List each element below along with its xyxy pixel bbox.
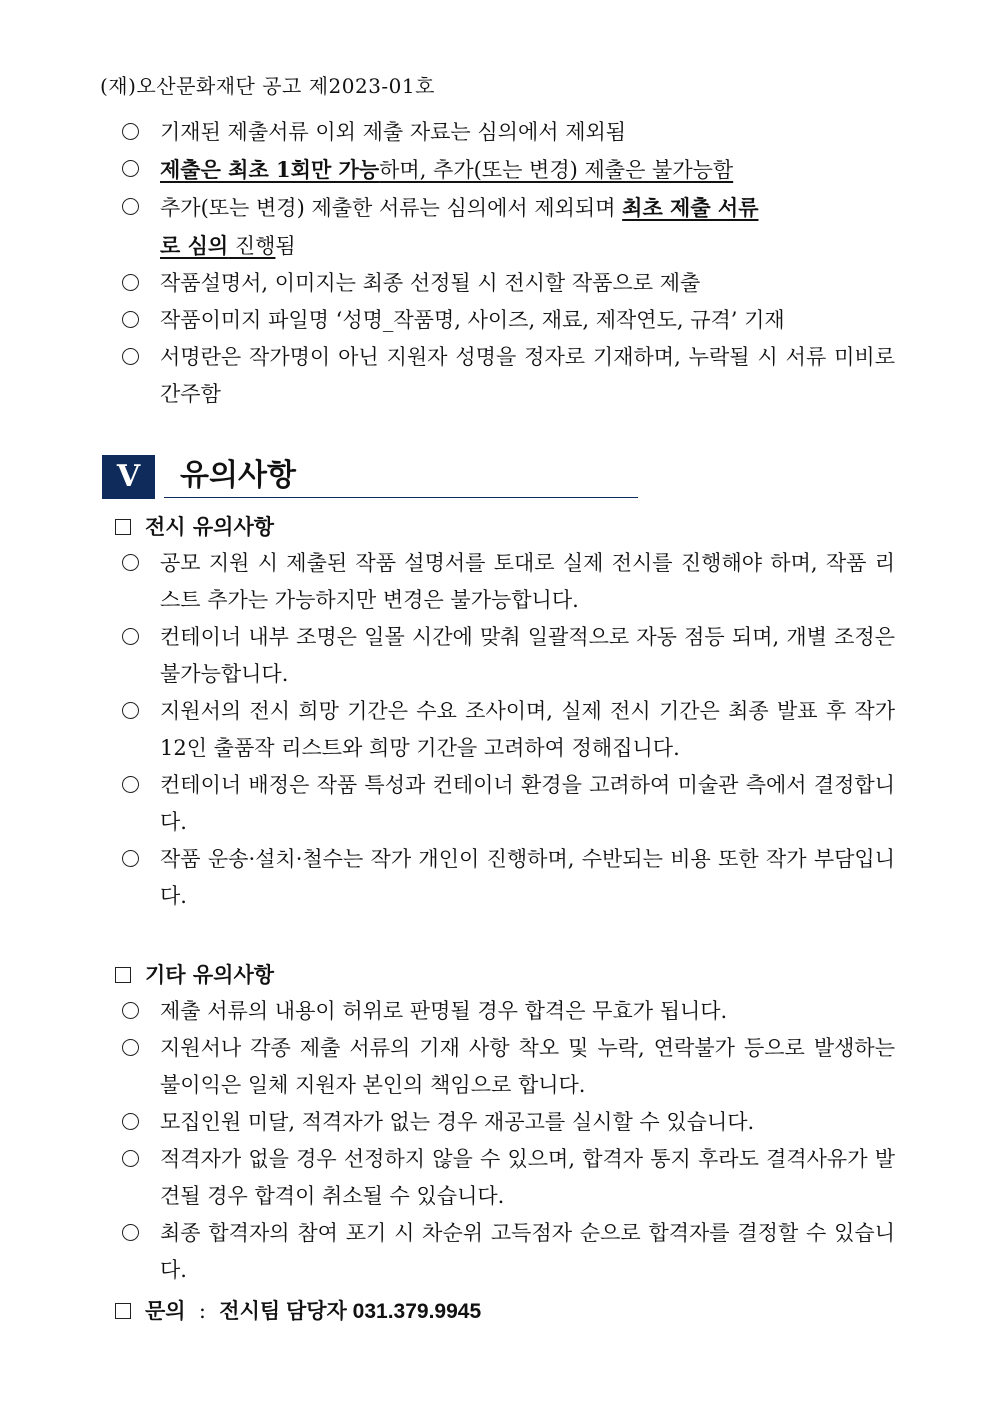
list-item: [120, 302, 895, 339]
other-notes-heading: [115, 960, 274, 990]
item-text-emphasis: 최초 제출 서류: [622, 195, 759, 220]
circle-bullet-icon: [122, 1113, 139, 1130]
heading-label: 전시 유의사항: [145, 514, 275, 539]
item-text: 컨테이너 배정은 작품 특성과 컨테이너 환경을 고려하여 미술관 측에서 결정합니다.: [160, 773, 895, 834]
list-item: [120, 1030, 895, 1104]
circle-bullet-icon: [122, 198, 139, 215]
exhibition-notes-list: [120, 545, 895, 915]
list-item: [120, 619, 895, 693]
contact-label: 문의: [145, 1298, 186, 1323]
list-item: [120, 151, 895, 189]
list-item: [120, 993, 895, 1030]
notice-number: (재)오산문화재단 공고 제2023-01호: [100, 74, 435, 98]
list-item: [120, 767, 895, 841]
item-text: 지원서나 각종 제출 서류의 기재 사항 착오 및 누락, 연락불가 등으로 발생하는 불이익은 일체 지원자 본인의 책임으로 합니다.: [160, 1036, 895, 1097]
circle-bullet-icon: [122, 554, 139, 571]
item-text: 작품설명서, 이미지는 최종 선정될 시 전시할 작품으로 제출: [160, 271, 701, 295]
list-item: [120, 339, 895, 413]
item-text: 기재된 제출서류 이외 제출 자료는 심의에서 제외됨: [160, 120, 627, 144]
list-item: [120, 545, 895, 619]
item-text: 모집인원 미달, 적격자가 없는 경우 재공고를 실시할 수 있습니다.: [160, 1110, 755, 1134]
square-bullet-icon: [115, 1303, 131, 1319]
item-text: 작품 운송·설치·철수는 작가 개인이 진행하며, 수반되는 비용 또한 작가 부담입니다.: [160, 847, 895, 908]
list-item: [120, 1104, 895, 1141]
list-item: [120, 693, 895, 767]
item-text: 작품이미지 파일명 ‘성명_작품명, 사이즈, 재료, 제작연도, 규격’ 기재: [160, 308, 785, 332]
item-text: 적격자가 없을 경우 선정하지 않을 수 있으며, 합격자 통지 후라도 결격사유가 발견될 경우 합격이 취소될 수 있습니다.: [160, 1147, 895, 1208]
section-number: V: [102, 455, 155, 499]
contact-separator: :: [198, 1299, 206, 1323]
list-item: [120, 1141, 895, 1215]
item-text: 지원서의 전시 희망 기간은 수요 조사이며, 실제 전시 기간은 최종 발표 후 작가 12인 출품작 리스트와 희망 기간을 고려하여 정해집니다.: [160, 699, 895, 760]
circle-bullet-icon: [122, 123, 139, 140]
submission-notes-list: [120, 114, 895, 413]
circle-bullet-icon: [122, 274, 139, 291]
contact-line: [115, 1296, 481, 1327]
section-title: 유의사항: [180, 458, 296, 493]
section-divider: [164, 497, 638, 498]
item-text-emphasis: 로 심의: [160, 233, 229, 258]
circle-bullet-icon: [122, 850, 139, 867]
circle-bullet-icon: [122, 348, 139, 365]
item-text: 하며, 추가(또는 변경) 제출은 불가능함: [379, 158, 734, 182]
circle-bullet-icon: [122, 1150, 139, 1167]
other-notes-list: [120, 993, 895, 1289]
list-item: [120, 189, 895, 265]
circle-bullet-icon: [122, 1224, 139, 1241]
heading-label: 기타 유의사항: [145, 962, 275, 987]
item-text: 추가(또는 변경) 제출한 서류는 심의에서 제외되며: [160, 196, 623, 220]
section-header: [102, 455, 542, 500]
item-text: 제출 서류의 내용이 허위로 판명될 경우 합격은 무효가 됩니다.: [160, 999, 728, 1023]
square-bullet-icon: [115, 967, 131, 983]
item-text: 진행: [228, 234, 276, 258]
contact-detail: 전시팀 담당자 031.379.9945: [219, 1300, 482, 1323]
item-text: 컨테이너 내부 조명은 일몰 시간에 맞춰 일괄적으로 자동 점등 되며, 개별 조정은 불가능합니다.: [160, 625, 895, 686]
circle-bullet-icon: [122, 1002, 139, 1019]
list-item: [120, 841, 895, 915]
item-text: 공모 지원 시 제출된 작품 설명서를 토대로 실제 전시를 진행해야 하며, 작품 리스트 추가는 가능하지만 변경은 불가능합니다.: [160, 551, 895, 612]
square-bullet-icon: [115, 519, 131, 535]
item-text: 서명란은 작가명이 아닌 지원자 성명을 정자로 기재하며, 누락될 시 서류 미비로 간주함: [160, 345, 895, 406]
circle-bullet-icon: [122, 1039, 139, 1056]
circle-bullet-icon: [122, 160, 139, 177]
list-item: [120, 1215, 895, 1289]
item-text: 최종 합격자의 참여 포기 시 차순위 고득점자 순으로 합격자를 결정할 수 있습니다.: [160, 1221, 895, 1282]
item-text: 됨: [275, 234, 296, 258]
circle-bullet-icon: [122, 628, 139, 645]
list-item: [120, 114, 895, 151]
circle-bullet-icon: [122, 311, 139, 328]
exhibition-notes-heading: [115, 512, 274, 542]
circle-bullet-icon: [122, 776, 139, 793]
circle-bullet-icon: [122, 702, 139, 719]
item-text-emphasis: 제출은 최초 1회만 가능: [160, 157, 380, 182]
list-item: [120, 265, 895, 302]
